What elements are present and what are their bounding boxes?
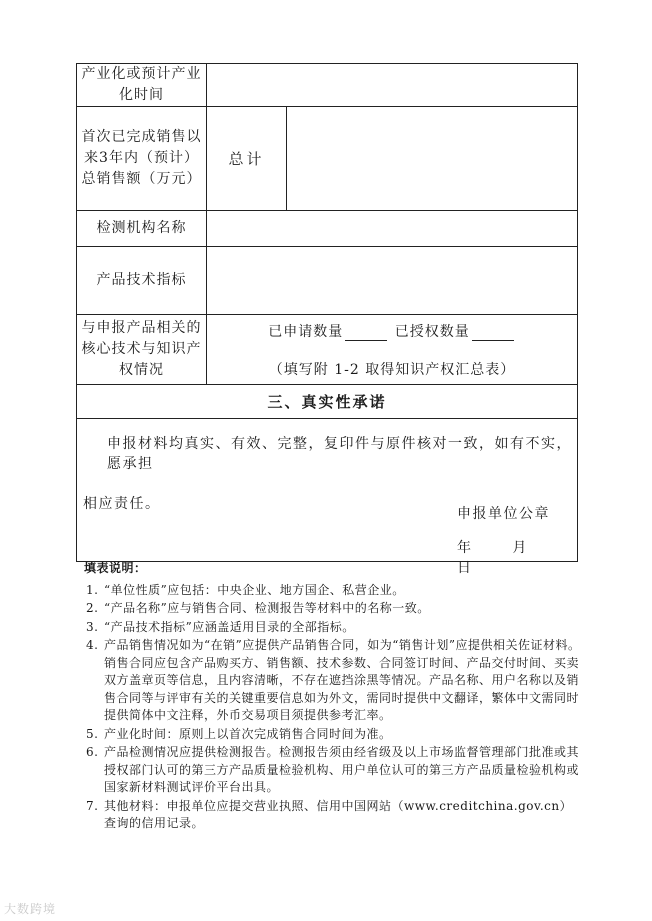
label-line: 来3年内（预计） [84,150,199,166]
label-line: 核心技术与知识产 [81,341,202,357]
row-sales [77,107,578,211]
row-industrialization-time [77,64,578,107]
instruction-item [84,726,584,744]
instruction-text: “产品名称”应与销售合同、检测报告等材料中的名称一致。 [104,601,430,615]
instruction-item [84,637,584,725]
label-line: 产业化或预计产业 [81,66,202,82]
ip-granted-input[interactable] [472,326,514,341]
instruction-text: “产品技术指标”应涵盖适用目录的全部指标。 [104,619,355,634]
sales-total-field[interactable] [287,107,578,211]
row-ip [77,315,578,385]
ip-label [77,315,207,385]
commitment-text-line: 申报材料均真实、有效、完整，复印件与原件核对一致，如有不实，愿承担 [107,436,572,472]
label-line: 首次已完成销售以 [81,129,202,145]
test-org-field[interactable] [207,211,578,247]
ip-applied-input[interactable] [345,326,387,341]
filling-instructions [84,560,584,834]
instruction-item [84,582,584,600]
label-line: 化时间 [119,87,164,103]
instruction-number: 6. [86,745,99,759]
commitment-text-line: 相应责任。 [83,496,161,512]
date-year: 年 [457,540,473,556]
sales-label [77,107,207,211]
instruction-item [84,744,584,797]
row-commitment [77,419,578,562]
row-test-org [77,211,578,247]
tech-indicators-label: 产品技术指标 [77,247,207,315]
row-tech-indicators [77,247,578,315]
instructions-heading: 填表说明： [84,561,147,575]
sales-total-label: 总计 [207,107,287,211]
row-commitment-title [77,385,578,419]
instruction-number: 2. [86,601,99,615]
label-line: 权情况 [119,362,164,378]
date-month: 月 [512,540,528,556]
watermark: 大数跨境 [4,902,57,916]
label-line: 总销售额（万元） [81,171,202,187]
instruction-number: 3. [86,619,99,634]
test-org-label: 检测机构名称 [77,211,207,247]
tech-indicators-field[interactable] [207,247,578,315]
instruction-item [84,600,584,618]
instruction-number: 5. [86,726,99,741]
instruction-text: 产品销售情况如为“在销”应提供产品销售合同，如为“销售计划”应提供相关佐证材料。销售合同应包含产品购买方、销售额、技术参数、合同签订时间、产品交付时间、买卖双方盖章页等信息，且内容清晰，不存在遮挡涂黑等情况。产品名称、用户名称以及销售合同等与评审有关的关键重要信息如为外文，需同时提供中文翻译，繁体中文需同时提供简体中文注释，外币交易项目须提供参考汇率。 [104,638,581,722]
instruction-item [84,798,584,833]
commitment-title: 三、真实性承诺 [77,385,578,419]
instruction-text: “单位性质”应包括：中央企业、地方国企、私营企业。 [104,582,405,597]
instructions-list [84,582,584,833]
label-line: 与申报产品相关的 [81,320,202,336]
instruction-item [84,619,584,637]
date-day: 日 [457,560,473,576]
instruction-text: 产业化时间：原则上以首次完成销售合同时间为准。 [104,726,392,741]
instruction-number: 4. [86,638,99,652]
instruction-text: 产品检测情况应提供检测报告。检测报告须由经省级及以上市场监督管理部门批准或其授权部门认可的第三方产品质量检验机构、用户单位认可的第三方产品质量检验机构或国家新材料测试评价平台出具。 [104,745,580,794]
ip-granted-label: 已授权数量 [394,323,470,340]
ip-field [207,315,578,385]
industrialization-time-field[interactable] [207,64,578,107]
seal-label: 申报单位公章 [457,506,550,522]
ip-note: （填写附 1-2 取得知识产权汇总表） [268,361,516,378]
ip-applied-label: 已申请数量 [268,323,344,340]
instruction-number: 1. [86,582,99,597]
instruction-number: 7. [86,798,99,813]
instruction-text: 其他材料：申报单位应提交营业执照、信用中国网站（www.creditchina.gov.cn）查询的信用记录。 [104,798,573,830]
ip-counts [207,321,577,341]
industrialization-time-label [77,64,207,107]
